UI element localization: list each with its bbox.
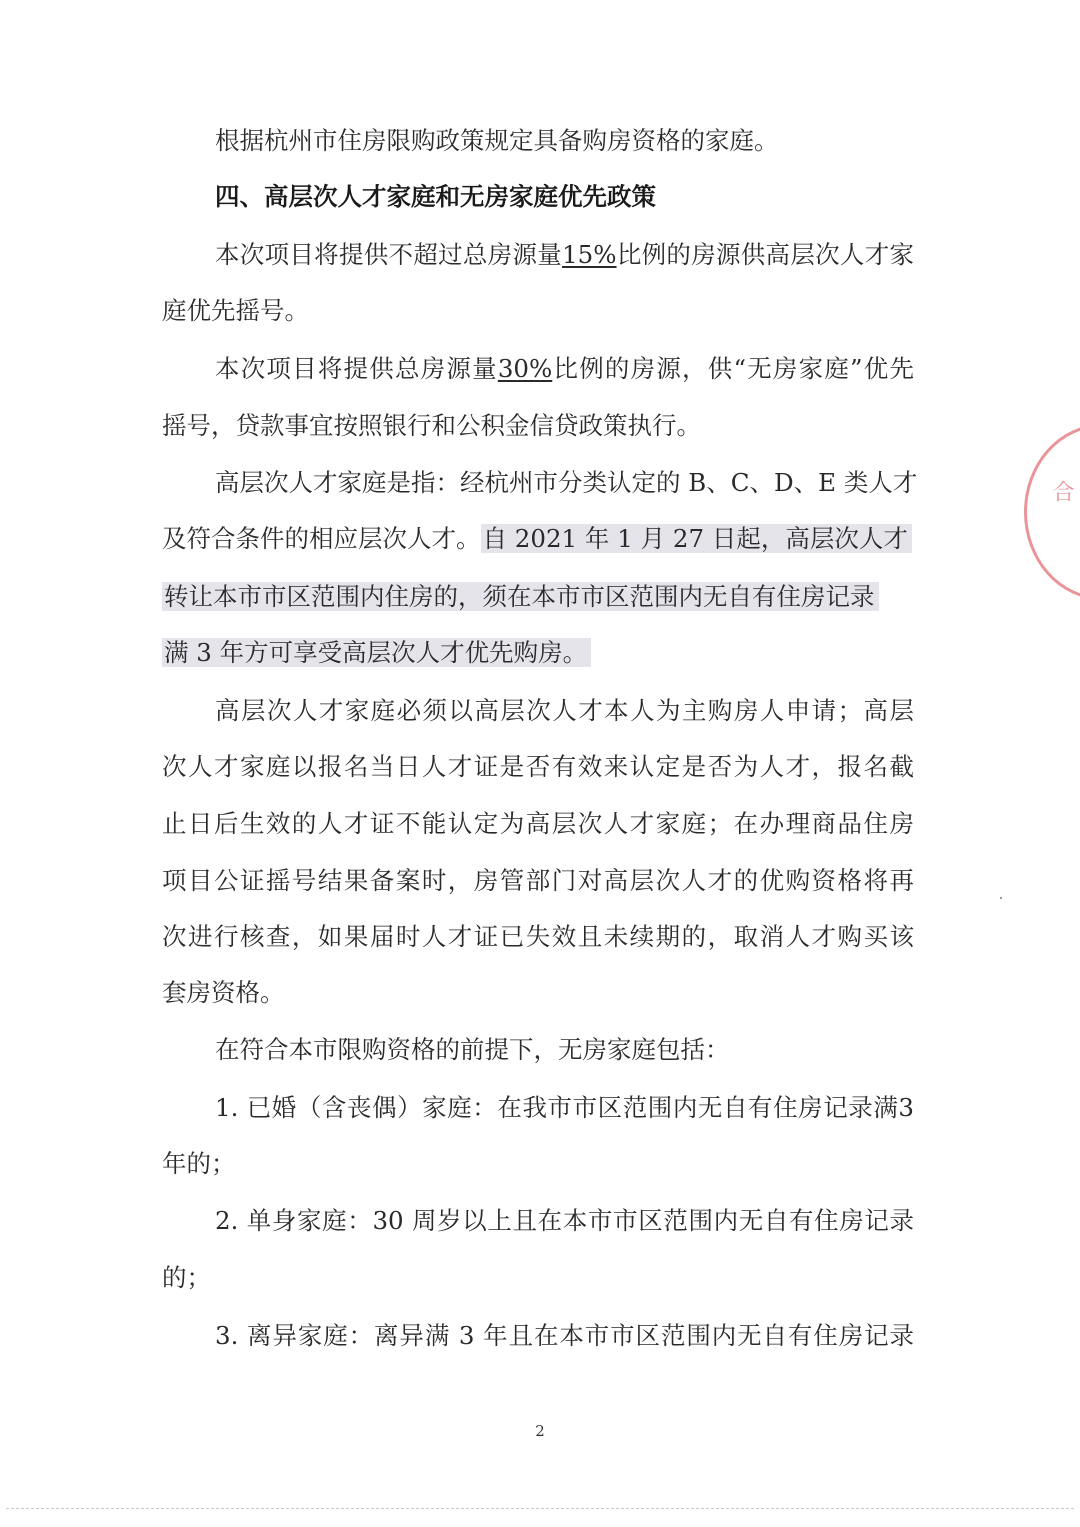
percentage-value: 30% [497,354,553,383]
highlighted-text: 转让本市市区范围内住房的，须在本市市区范围内无自有住房记录 [162,582,879,611]
body-text-line [162,580,914,614]
body-text-line: 及符合条件的相应层次人才。自 2021 年 1 月 27 日起，高层次人才 [162,522,914,556]
body-text-line: 套房资格。 [162,978,285,1007]
scan-edge-line [6,1508,1074,1509]
highlighted-text: 满 3 年方可享受高层次人才优先购房。 [162,638,591,667]
body-text-line: 高层次人才家庭必须以高层次人才本人为主购房人申请；高层 [215,696,914,725]
section-heading: 四、高层次人才家庭和无房家庭优先政策 [215,182,656,211]
body-text-line: 摇号，贷款事宜按照银行和公积金信贷政策执行。 [162,411,701,440]
list-item: 1. 已婚（含丧偶）家庭：在我市市区范围内无自有住房记录满3 [215,1093,914,1122]
body-text-line [162,636,914,670]
body-text-line: 项目公证摇号结果备案时，房管部门对高层次人才的优购资格将再 [162,866,914,895]
scan-speck [1000,897,1002,899]
list-item: 3. 离异家庭：离异满 3 年且在本市市区范围内无自有住房记录 [215,1321,914,1350]
body-text-line: 次人才家庭以报名当日人才证是否有效来认定是否为人才，报名截 [162,752,914,781]
body-text-line: 高层次人才家庭是指：经杭州市分类认定的 B、C、D、E 类人才 [215,468,918,497]
seal-text-fragment: 合 [1049,480,1074,502]
body-text-line: 止日后生效的人才证不能认定为高层次人才家庭；在办理商品住房 [162,809,914,838]
list-item-continuation: 年的； [162,1149,236,1178]
percentage-value: 15% [562,240,617,269]
body-text-line: 次进行核查，如果届时人才证已失效且未续期的，取消人才购买该 [162,922,914,951]
body-text-line: 在符合本市限购资格的前提下，无房家庭包括： [215,1035,730,1064]
body-text-line: 庭优先摇号。 [162,296,309,325]
highlighted-text: 自 2021 年 1 月 27 日起，高层次人才 [481,524,912,553]
page-number: 2 [535,1422,545,1440]
list-item-continuation: 的； [162,1263,211,1292]
body-text-line: 根据杭州市住房限购政策规定具备购房资格的家庭。 [215,126,779,155]
body-text-line: 本次项目将提供总房源量30%比例的房源，供“无房家庭”优先 [215,354,914,383]
official-seal-stamp [1024,424,1080,600]
list-item: 2. 单身家庭：30 周岁以上且在本市市区范围内无自有住房记录 [215,1206,914,1235]
body-text-line: 本次项目将提供不超过总房源量15%比例的房源供高层次人才家 [215,240,915,269]
